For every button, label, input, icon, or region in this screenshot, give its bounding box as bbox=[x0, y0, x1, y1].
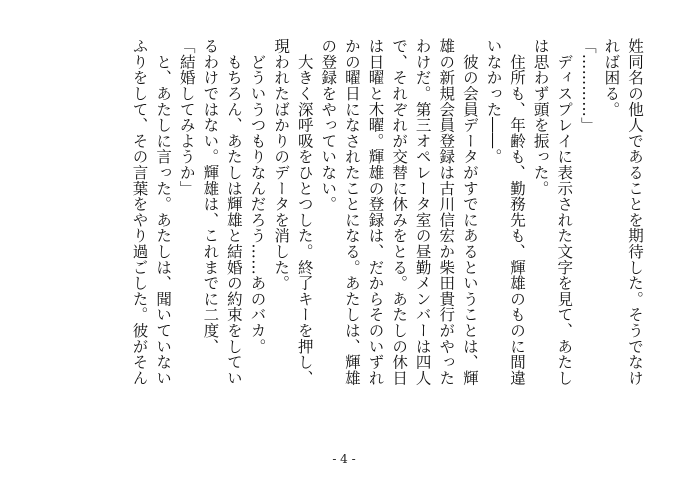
text-line: 雄の新規会員登録は古川信宏か柴田貴行がやった bbox=[437, 38, 456, 386]
page-number: - 4 - bbox=[332, 452, 356, 466]
text-line: いなかった――。 bbox=[484, 38, 503, 165]
text-line: で、それぞれが交替に休みをとる。あたしの休日 bbox=[390, 38, 409, 386]
text-line: は思わず頭を振った。 bbox=[531, 38, 550, 196]
text-line: れば困る。 bbox=[602, 38, 621, 117]
text-line: もちろん、あたしは輝雄と結婚の約束をしてい bbox=[224, 38, 243, 386]
text-line: 「…………」 bbox=[578, 38, 597, 133]
text-line: 現われたばかりのデータを消した。 bbox=[272, 38, 291, 291]
text-line: 彼の会員データがすでにあるということは、輝 bbox=[460, 38, 479, 386]
text-line: わけだ。第三オペレータ室の昼勤メンバーは四人 bbox=[413, 38, 432, 386]
text-line: は日曜と木曜。輝雄の登録は、だからそのいずれ bbox=[366, 38, 385, 386]
text-line: 姓同名の他人であることを期待した。そうでなけ bbox=[626, 38, 644, 386]
text-line: 大きく深呼吸をひとつした。終了キーを押し、 bbox=[295, 38, 314, 386]
text-line: 住所も、年齢も、勤務先も、輝雄のものに間違 bbox=[508, 38, 527, 386]
text-line: と、あたしに言った。あたしは、聞いていない bbox=[154, 38, 173, 386]
text-line: ディスプレイに表示された文字を見て、あたし bbox=[555, 38, 574, 386]
text-line: 「結婚してみようか」 bbox=[177, 38, 196, 196]
text-line: の登録をやっていない。 bbox=[319, 38, 338, 212]
text-line: ふりをして、その言葉をやり過ごした。彼がそん bbox=[130, 38, 149, 386]
vertical-text-body bbox=[56, 38, 646, 418]
text-line: どういうつもりなんだろう……あのバカ。 bbox=[248, 38, 267, 354]
text-line: るわけではない。輝雄は、これまでに二度、 bbox=[201, 38, 220, 354]
text-line: かの曜日になされたことになる。あたしは、輝雄 bbox=[342, 38, 361, 386]
